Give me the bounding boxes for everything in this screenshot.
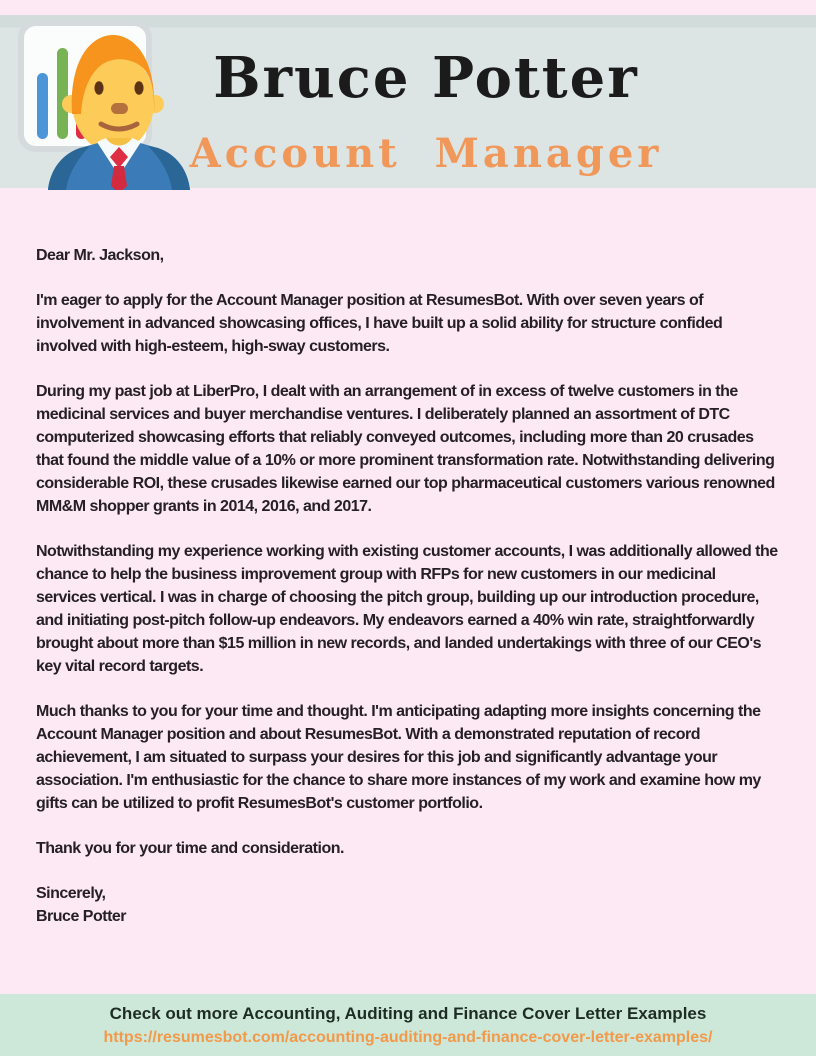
footer-text: Check out more Accounting, Auditing and Finance Cover Letter Examples <box>109 1004 707 1023</box>
signoff: Sincerely, <box>36 885 106 902</box>
letter-paragraph: I'm eager to apply for the Account Manager position at ResumesBot. With over seven years of involvement in advanced showcasing offices, I have built up a solid ability for structure confided involved with high-esteem, high-sway customers. <box>36 292 723 355</box>
footer-band <box>0 994 816 1056</box>
letter-paragraph: During my past job at LiberPro, I dealt with an arrangement of in excess of twelve customers in the medicinal services and buyer merchandise ventures. I deliberately planned an assortment of DTC computerized showcasing efforts that reliably conveyed outcomes, including more than 20 crusades that found the middle value of a 10% or more prominent transformation rate. Notwithstanding delivering considerable ROI, these crusades likewise earned our top pharmaceutical customers various renowned MM&M shopper grants in 2014, 2016, and 2017. <box>36 383 775 515</box>
avatar <box>18 20 196 190</box>
salutation: Dear Mr. Jackson, <box>36 247 164 264</box>
man-office-worker-with-bar-chart-icon <box>18 20 196 190</box>
signature: Bruce Potter <box>36 908 127 925</box>
letter-body <box>36 190 778 928</box>
person-name: Bruce Potter <box>213 45 639 111</box>
footer-link[interactable]: https://resumesbot.com/accounting-auditing-and-finance-cover-letter-examples/ <box>103 1029 713 1046</box>
letter-paragraph: Much thanks to you for your time and thought. I'm anticipating adapting more insights concerning the Account Manager position and about ResumesBot. With a demonstrated reputation of record achievement, I am situated to surpass your desires for this job and significantly advantage your association. I'm enthusiastic for the chance to share more instances of my work and examine how my gifts can be utilized to profit ResumesBot's customer portfolio. <box>36 703 761 812</box>
signoff-block <box>36 882 778 928</box>
job-title: Account Manager <box>189 130 663 177</box>
letter-paragraph: Notwithstanding my experience working with existing customer accounts, I was additionally allowed the chance to help the business improvement group with RFPs for new customers in our medicinal services vertical. I was in charge of choosing the pitch group, building up our introduction procedure, and initiating post-pitch follow-up endeavors. My endeavors earned a 40% win rate, straightforwardly brought about more than $15 million in new records, and landed undertakings with three of our CEO's key vital record targets. <box>36 543 778 675</box>
closing-thanks: Thank you for your time and consideration. <box>36 840 344 857</box>
